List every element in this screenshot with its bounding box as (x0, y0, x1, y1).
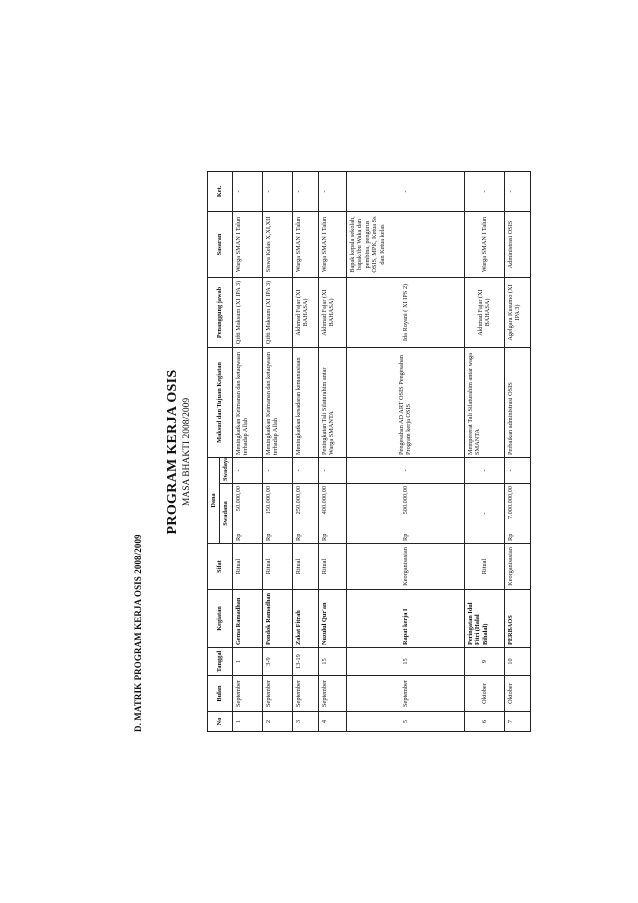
amount: 50.000,00 (234, 486, 242, 512)
cell-no: 7 (504, 712, 530, 732)
cell-kegiatan: Zakat Fitrah (292, 590, 318, 648)
table-row (464, 171, 504, 731)
cell-bulan: September (232, 676, 262, 712)
cell-tanggal: 15 (318, 648, 346, 676)
table-row (232, 171, 262, 731)
header-bulan: Bulan (208, 676, 233, 712)
cell-swadaya: - (318, 457, 346, 483)
cell-no: 6 (464, 712, 504, 732)
header-maksud: Maksud dan Tujuan Kegiatan (208, 347, 233, 457)
cell-kegiatan: Pondok Ramadhan (262, 590, 292, 648)
cell-swadaya: - (262, 457, 292, 483)
table-body (232, 171, 530, 731)
cell-no: 2 (262, 712, 292, 732)
cell-ket: - (504, 171, 530, 211)
cell-tanggal: 9 (464, 648, 504, 676)
cell-swadaya: - (464, 457, 504, 483)
table-row (262, 171, 292, 731)
table-row (292, 171, 318, 731)
cell-penanggung-jawab: Akhmad Fajar (XI BAHASA) (292, 277, 318, 347)
cell-ket: - (292, 171, 318, 211)
cell-swadana (504, 484, 530, 544)
cell-penanggung-jawab: Qifti Maksum (XI IPA 3) (232, 277, 262, 347)
currency-label: Rp (234, 533, 242, 541)
cell-penanggung-jawab: Akhmad Fajar (XI BAHASA) (318, 277, 346, 347)
header-sifat: Sifat (208, 544, 233, 590)
cell-maksud: Pengesahan AD ART OSIS Pengesahan Program kerja OSIS (346, 347, 464, 457)
cell-sifat: Ritual (464, 544, 504, 590)
table-row (504, 171, 530, 731)
cell-ket: - (346, 171, 464, 211)
cell-kegiatan: PERBAOS (504, 590, 530, 648)
rotated-landscape-sheet (123, 172, 623, 732)
cell-maksud: Meningkatkan Keimanan dan ketaqwaan terhadap Allah (232, 347, 262, 457)
amount: 7.000.000,00 (506, 486, 514, 520)
cell-sasaran: Siswa Kelas X,XI,XII (262, 211, 292, 277)
program-kerja-table (207, 171, 531, 732)
currency-label: Rp (264, 533, 272, 541)
header-row-1 (208, 171, 220, 731)
amount: 250.000,00 (294, 486, 302, 515)
cell-maksud: Meningkatkan Keimanan dan ketaqwaan terhadap Allah (262, 347, 292, 457)
cell-tanggal: 1 (232, 648, 262, 676)
cell-ket: - (318, 171, 346, 211)
cell-sasaran: Warga SMAN I Talun (318, 211, 346, 277)
cell-sasaran: Administrasi OSIS (504, 211, 530, 277)
document-subtitle: MASA BHAKTI 2008/2009 (182, 397, 192, 507)
cell-no: 5 (346, 712, 464, 732)
amount: 150.000,00 (264, 486, 272, 515)
cell-swadana (346, 484, 464, 544)
cell-kegiatan: Nuzulul Qur'an (318, 590, 346, 648)
header-ket: Ket. (208, 171, 233, 211)
cell-sasaran: Bapak kepala sekolah, bapak/ibu Waka dan pembina, pengurus OSIS, MPK, Ketua Ss dan Ketua kelas (346, 211, 464, 277)
cell-tanggal: 13-19 (292, 648, 318, 676)
cell-tanggal: 15 (346, 648, 464, 676)
header-swadaya: Swadaya (220, 457, 232, 483)
cell-sifat: Ritual (262, 544, 292, 590)
cell-swadana (262, 484, 292, 544)
currency-label: Rp (320, 533, 328, 541)
amount: 400.000,00 (320, 486, 328, 515)
header-kegiatan: Kegiatan (208, 590, 233, 648)
cell-swadaya: - (504, 457, 530, 483)
cell-swadana (232, 484, 262, 544)
cell-maksud: Perbaikan administrasi OSIS (504, 347, 530, 457)
cell-maksud: Meningkatkan kesadaran kemanusiaan (292, 347, 318, 457)
cell-swadana (318, 484, 346, 544)
document-title: PROGRAM KERJA OSIS (165, 369, 180, 535)
cell-sifat: Ritual (292, 544, 318, 590)
cell-sifat: Keorganisasian (346, 544, 464, 590)
cell-bulan: September (262, 676, 292, 712)
cell-sasaran: Warga SMAN I Talun (232, 211, 262, 277)
cell-maksud: Peningkatan Tali Silaturahim antar Warga SMANTA (318, 347, 346, 457)
cell-kegiatan: Gema Ramadhan (232, 590, 262, 648)
header-dana: Dana (208, 457, 220, 543)
cell-sasaran: Warga SMAN I Talun (292, 211, 318, 277)
cell-no: 4 (318, 712, 346, 732)
header-penanggung-jawab: Penanggung jawab (208, 277, 233, 347)
cell-maksud: Mempererat Tali Silaturahim antar waga SMANTA (464, 347, 504, 457)
cell-no: 1 (232, 712, 262, 732)
cell-ket: - (262, 171, 292, 211)
cell-swadana (292, 484, 318, 544)
cell-tanggal: 3-9 (262, 648, 292, 676)
section-heading: D. MATRIK PROGRAM KERJA OSIS 2008/2009 (133, 534, 143, 732)
header-swadana: Swadana (220, 484, 232, 544)
cell-tanggal: 10 (504, 648, 530, 676)
amount: - (480, 512, 488, 515)
cell-swadana (464, 484, 504, 544)
currency-label: Rp (401, 533, 409, 541)
cell-sifat: Ritual (232, 544, 262, 590)
cell-penanggung-jawab: Akhmad Fajar (XI BAHASA) (464, 277, 504, 347)
cell-sifat: Keorganisasian (504, 544, 530, 590)
currency-label: Rp (294, 533, 302, 541)
cell-no: 3 (292, 712, 318, 732)
cell-sifat: Ritual (318, 544, 346, 590)
cell-penanggung-jawab: Agelgara Kusumo (XI IPA 3) (504, 277, 530, 347)
cell-penanggung-jawab: Qifti Maksum (XI IPA 3) (262, 277, 292, 347)
cell-ket: - (232, 171, 262, 211)
table-row (318, 171, 346, 731)
cell-swadaya: - (292, 457, 318, 483)
amount: 500.000,00 (401, 486, 409, 515)
currency-label: Rp (506, 533, 514, 541)
header-sasaran: Sasaran (208, 211, 233, 277)
cell-bulan: September (318, 676, 346, 712)
cell-bulan: Oktober (504, 676, 530, 712)
cell-kegiatan: Peringatan Idul Fitri (Halal Bihalal) (464, 590, 504, 648)
cell-swadaya: - (346, 457, 464, 483)
cell-bulan: September (346, 676, 464, 712)
cell-sasaran: Warga SMAN I Talun (464, 211, 504, 277)
cell-ket: - (464, 171, 504, 211)
table-row (346, 171, 464, 731)
cell-swadaya: - (232, 457, 262, 483)
header-tanggal: Tanggal (208, 648, 233, 676)
cell-bulan: Oktober (464, 676, 504, 712)
header-no: No (208, 712, 233, 732)
cell-bulan: September (292, 676, 318, 712)
cell-penanggung-jawab: Ida Royani ( XI IPS 2) (346, 277, 464, 347)
cell-kegiatan: Rapat kerja I (346, 590, 464, 648)
